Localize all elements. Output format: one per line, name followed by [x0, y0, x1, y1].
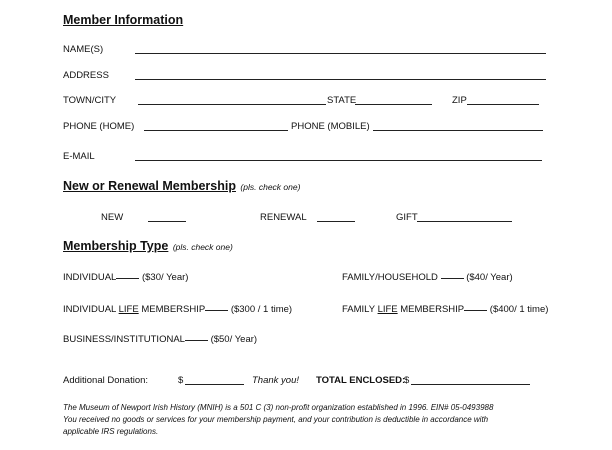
family-life-membership-word: MEMBERSHIP	[400, 304, 465, 315]
donation-dollar-sign: $	[178, 375, 184, 386]
new-renewal-heading-row	[63, 177, 300, 195]
email-label: E-MAIL	[63, 151, 95, 162]
individual-price: ($30/ Year)	[141, 272, 189, 283]
individual-option	[63, 272, 188, 283]
address-field[interactable]	[135, 79, 546, 80]
business-checkbox-line[interactable]	[185, 340, 208, 341]
family-price: ($40/ Year)	[466, 272, 513, 283]
family-life-price: ($400/ 1 time)	[489, 304, 549, 315]
thank-you-text: Thank you!	[252, 375, 299, 386]
donation-amount-field[interactable]	[185, 384, 244, 385]
individual-life-checkbox-line[interactable]	[205, 310, 228, 311]
family-life-word: LIFE	[377, 304, 398, 315]
total-dollar-sign: $	[404, 375, 410, 386]
business-option	[63, 334, 257, 345]
phone-mobile-label: PHONE (MOBILE)	[291, 121, 370, 132]
family-life-checkbox-line[interactable]	[464, 310, 487, 311]
state-field[interactable]	[355, 104, 432, 105]
membership-type-heading-row	[63, 237, 233, 255]
new-renewal-heading: New or Renewal Membership	[63, 179, 236, 193]
address-label: ADDRESS	[63, 70, 109, 81]
total-enclosed-label: TOTAL ENCLOSED:	[316, 375, 406, 386]
names-field[interactable]	[135, 53, 546, 54]
renewal-checkbox-line[interactable]	[317, 221, 355, 222]
individual-life-membership-word: MEMBERSHIP	[141, 304, 206, 315]
individual-checkbox-line[interactable]	[116, 278, 139, 279]
membership-type-note: (pls. check one)	[172, 242, 233, 252]
family-life-option	[342, 304, 548, 315]
member-information-heading: Member Information	[63, 13, 184, 27]
phone-mobile-field[interactable]	[373, 130, 543, 131]
new-renewal-note: (pls. check one)	[240, 182, 301, 192]
membership-type-heading: Membership Type	[63, 239, 169, 253]
additional-donation-label: Additional Donation:	[63, 375, 149, 386]
zip-field[interactable]	[467, 104, 539, 105]
footer-line-2: You received no goods or services for your membership payment, and your contribution is deductible in accordance with	[63, 415, 489, 424]
individual-life-price: ($300 / 1 time)	[230, 304, 293, 315]
individual-life-prefix: INDIVIDUAL	[63, 304, 116, 315]
individual-life-word: LIFE	[118, 304, 139, 315]
family-life-prefix: FAMILY	[342, 304, 375, 315]
new-checkbox-line[interactable]	[148, 221, 186, 222]
footer-line-3: applicable IRS regulations.	[63, 427, 159, 436]
zip-label: ZIP	[452, 95, 467, 106]
family-option	[342, 272, 513, 283]
town-city-field[interactable]	[138, 104, 326, 105]
individual-label: INDIVIDUAL	[63, 272, 117, 283]
email-field[interactable]	[135, 160, 542, 161]
town-city-label: TOWN/CITY	[63, 95, 117, 106]
business-price: ($50/ Year)	[210, 334, 258, 345]
individual-life-option	[63, 304, 292, 315]
phone-home-label: PHONE (HOME)	[63, 121, 135, 132]
gift-field[interactable]	[417, 221, 512, 222]
new-label: NEW	[101, 212, 124, 223]
state-label: STATE	[327, 95, 357, 106]
gift-label: GIFT	[396, 212, 418, 223]
names-label: NAME(S)	[63, 44, 104, 55]
business-label: BUSINESS/INSTITUTIONAL	[63, 334, 185, 345]
family-checkbox-line[interactable]	[441, 278, 464, 279]
phone-home-field[interactable]	[144, 130, 288, 131]
renewal-label: RENEWAL	[260, 212, 307, 223]
family-label: FAMILY/HOUSEHOLD	[342, 272, 438, 283]
footer-line-1: The Museum of Newport Irish History (MNIH) is a 501 C (3) non-profit organization established in 1996. EIN# 05-0493988	[63, 403, 494, 412]
total-amount-field[interactable]	[411, 384, 530, 385]
